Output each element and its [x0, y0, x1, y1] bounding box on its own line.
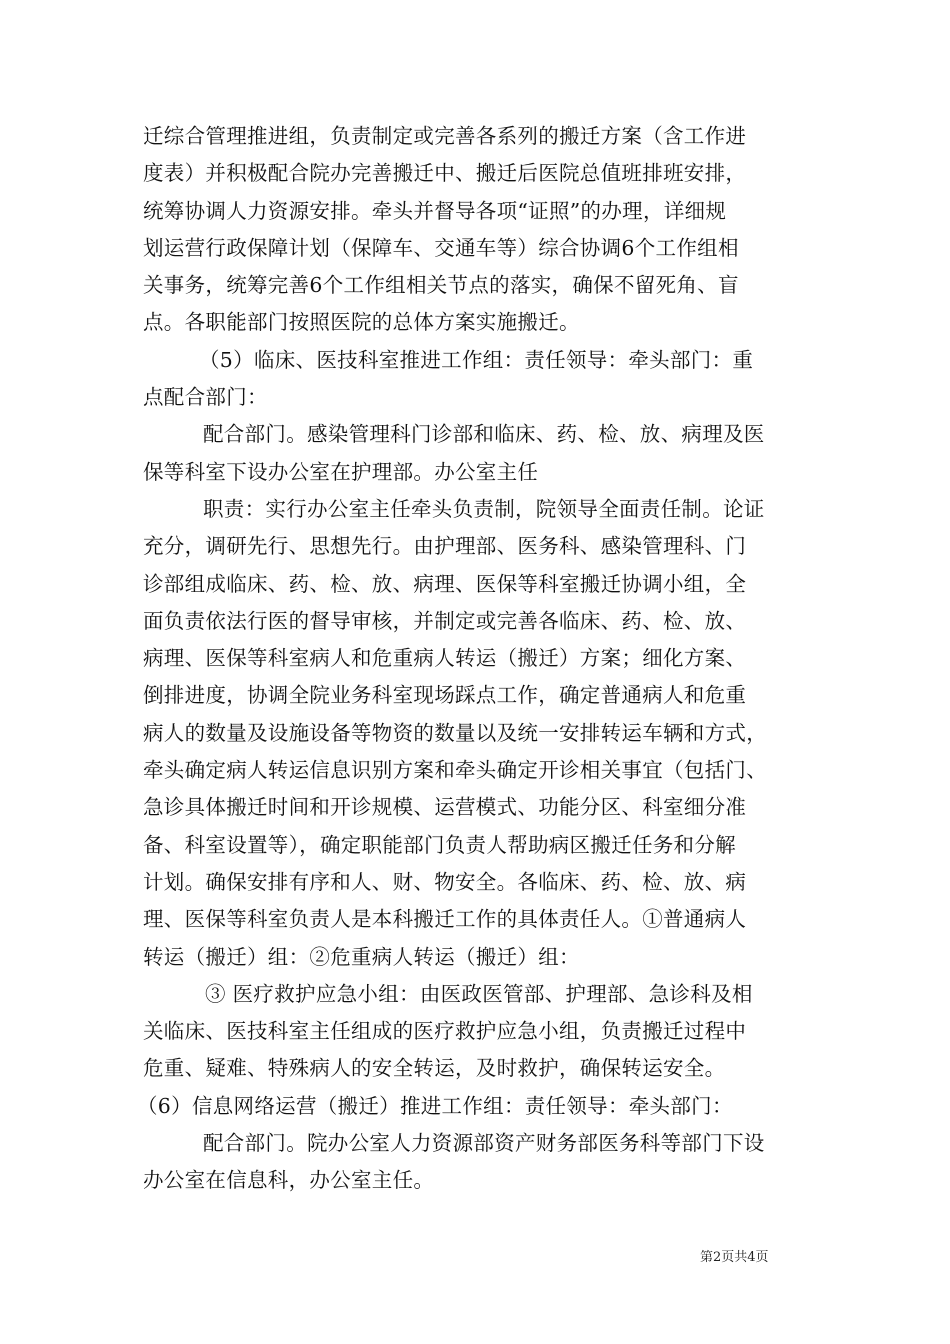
text-line: 办公室在信息科，办公室主任。	[143, 1168, 435, 1193]
text-line: 理、医保等科室负责人是本科搬迁工作的具体责任人。①普通病人	[143, 907, 747, 932]
text-line: 诊部组成临床、药、检、放、病理、医保等科室搬迁协调小组，全	[143, 571, 747, 596]
text-line: 面负责依法行医的督导审核，并制定或完善各临床、药、检、放、	[143, 608, 747, 633]
text-line: 点。各职能部门按照医院的总体方案实施搬迁。	[143, 310, 580, 335]
text-line: 关事务，统筹完善6个工作组相关节点的落实，确保不留死角、盲	[143, 273, 739, 298]
text-line: 划运营行政保障计划（保障车、交通车等）综合协调6个工作组相	[143, 235, 739, 260]
section-heading: （5）临床、医技科室推进工作组：责任领导：牵头部门：重	[199, 347, 754, 372]
text-line: 倒排进度，协调全院业务科室现场踩点工作，确定普通病人和危重	[143, 683, 747, 708]
paragraph-start: ③ 医疗救护应急小组：由医政医管部、护理部、急诊科及相	[205, 981, 753, 1006]
text-line: 关临床、医技科室主任组成的医疗救护应急小组，负责搬迁过程中	[143, 1019, 747, 1044]
text-line: 充分，调研先行、思想先行。由护理部、医务科、感染管理科、门	[143, 534, 747, 559]
text-line: 病人的数量及设施设备等物资的数量以及统一安排转运车辆和方式，	[143, 720, 767, 745]
text-line: 计划。确保安排有序和人、财、物安全。各临床、药、检、放、病	[143, 869, 747, 894]
paragraph-start: 职责：实行办公室主任牵头负责制，院领导全面责任制。论证	[203, 496, 765, 521]
text-line: 统筹协调人力资源安排。牵头并督导各项“证照”的办理，详细规	[143, 198, 727, 223]
section-heading: （6）信息网络运营（搬迁）推进工作组：责任领导：牵头部门：	[137, 1093, 733, 1118]
text-line: 病理、医保等科室病人和危重病人转运（搬迁）方案；细化方案、	[143, 646, 747, 671]
text-line: 备、科室设置等），确定职能部门负责人帮助病区搬迁任务和分解	[143, 832, 736, 857]
page-number: 第2页共4页	[700, 1250, 769, 1265]
text-line: 迁综合管理推进组，负责制定或完善各系列的搬迁方案（含工作进	[143, 124, 747, 148]
text-line: 度表）并积极配合院办完善搬迁中、搬迁后医院总值班排班安排，	[143, 161, 747, 186]
document-body	[137, 118, 813, 1200]
paragraph-start: 配合部门。感染管理科门诊部和临床、药、检、放、病理及医	[203, 422, 765, 447]
text-line: 点配合部门：	[143, 385, 268, 410]
paragraph-start: 配合部门。院办公室人力资源部资产财务部医务科等部门下设	[203, 1131, 765, 1156]
text-line: 转运（搬迁）组：②危重病人转运（搬迁）组：	[143, 944, 580, 969]
text-line: 牵头确定病人转运信息识别方案和牵头确定开诊相关事宜（包括门、	[143, 758, 767, 783]
text-line: 保等科室下设办公室在护理部。办公室主任	[143, 459, 539, 484]
text-line: 危重、疑难、特殊病人的安全转运，及时救护，确保转运安全。	[143, 1056, 726, 1081]
text-line: 急诊具体搬迁时间和开诊规模、运营模式、功能分区、科室细分准	[143, 795, 747, 820]
